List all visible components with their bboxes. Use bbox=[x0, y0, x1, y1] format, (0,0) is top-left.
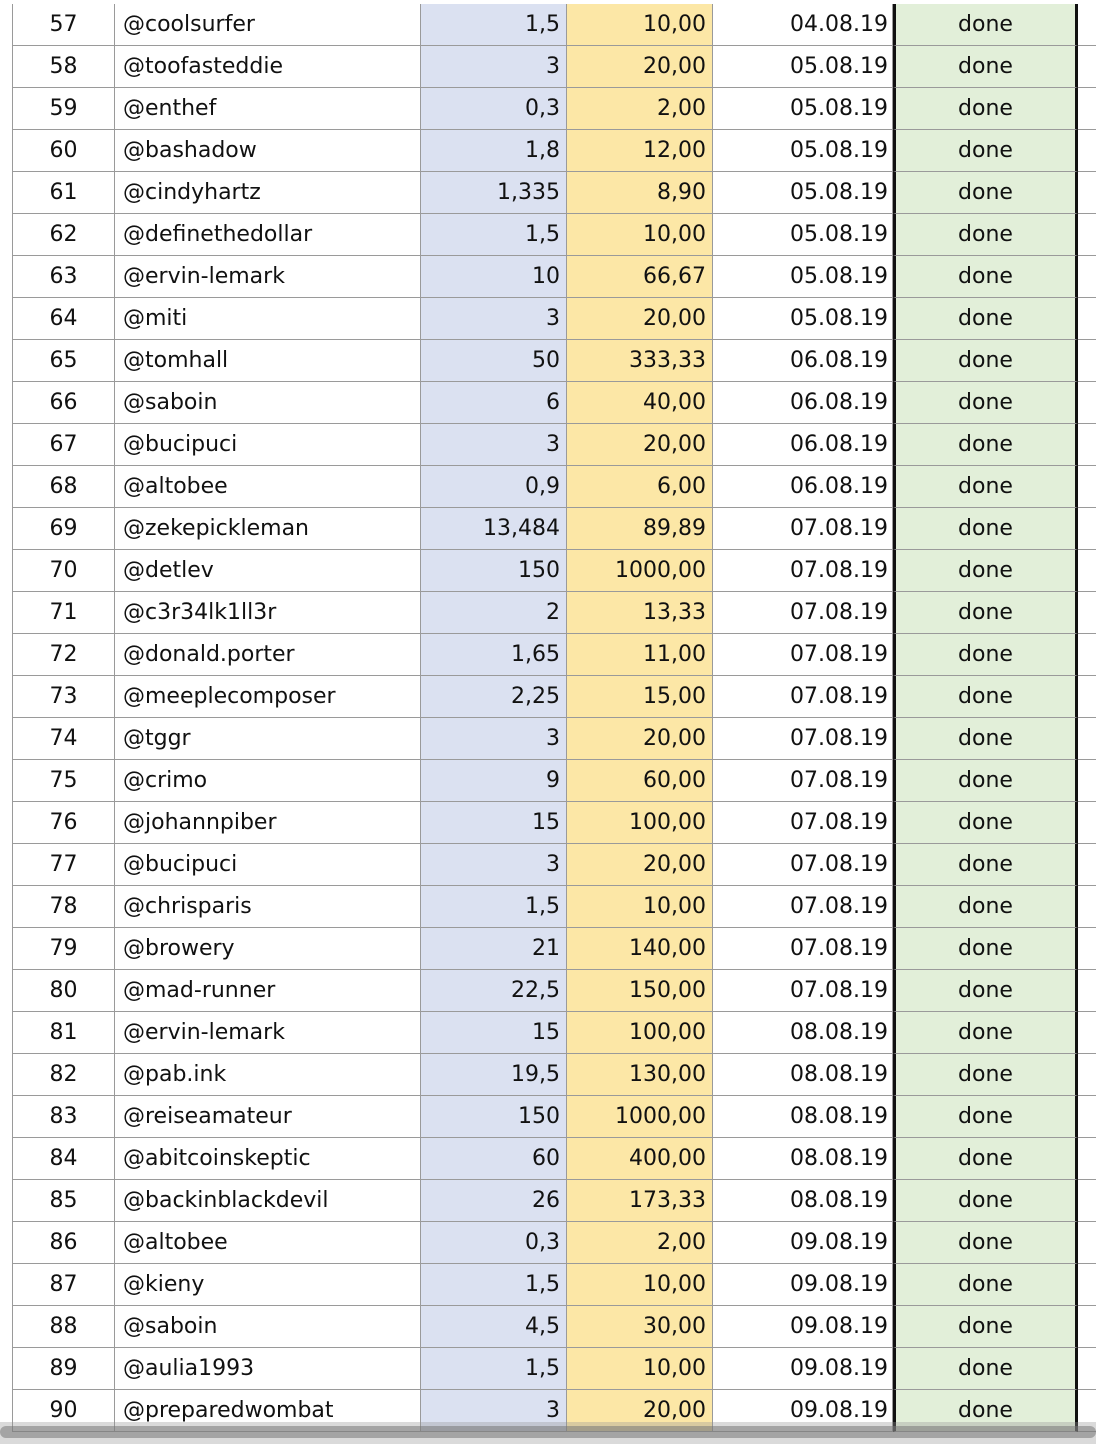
amount-cell[interactable]: 0,9 bbox=[421, 466, 567, 508]
row-number-cell[interactable]: 79 bbox=[12, 928, 115, 970]
table-row bbox=[0, 466, 1096, 508]
username-cell[interactable]: @definethedollar bbox=[115, 214, 421, 256]
row-number-cell[interactable]: 70 bbox=[12, 550, 115, 592]
table-row bbox=[0, 4, 1096, 46]
table-row bbox=[0, 1096, 1096, 1138]
row-number-cell[interactable]: 68 bbox=[12, 466, 115, 508]
amount-cell[interactable]: 1,5 bbox=[421, 4, 567, 46]
empty-cell[interactable] bbox=[1078, 718, 1096, 760]
username-cell[interactable]: @reiseamateur bbox=[115, 1096, 421, 1138]
username-cell[interactable]: @abitcoinskeptic bbox=[115, 1138, 421, 1180]
username-cell[interactable]: @saboin bbox=[115, 1306, 421, 1348]
empty-cell[interactable] bbox=[1078, 592, 1096, 634]
date-cell[interactable]: 06.08.19 bbox=[713, 466, 893, 508]
status-cell[interactable]: done bbox=[893, 1012, 1078, 1054]
empty-cell[interactable] bbox=[1078, 1054, 1096, 1096]
empty-cell[interactable] bbox=[1078, 172, 1096, 214]
status-cell[interactable]: done bbox=[893, 466, 1078, 508]
username-cell[interactable]: @backinblackdevil bbox=[115, 1180, 421, 1222]
table-row bbox=[0, 634, 1096, 676]
status-cell[interactable]: done bbox=[893, 844, 1078, 886]
status-cell[interactable]: done bbox=[893, 718, 1078, 760]
status-cell[interactable]: done bbox=[893, 1096, 1078, 1138]
table-row bbox=[0, 424, 1096, 466]
status-cell[interactable]: done bbox=[893, 970, 1078, 1012]
username-cell[interactable]: @bashadow bbox=[115, 130, 421, 172]
empty-cell[interactable] bbox=[1078, 256, 1096, 298]
value-cell[interactable]: 20,00 bbox=[567, 718, 713, 760]
status-cell[interactable]: done bbox=[893, 1054, 1078, 1096]
username-cell[interactable]: @saboin bbox=[115, 382, 421, 424]
status-cell[interactable]: done bbox=[893, 1348, 1078, 1390]
username-cell[interactable]: @altobee bbox=[115, 1222, 421, 1264]
empty-cell[interactable] bbox=[1078, 214, 1096, 256]
status-cell[interactable]: done bbox=[893, 424, 1078, 466]
username-cell[interactable]: @miti bbox=[115, 298, 421, 340]
amount-cell[interactable]: 21 bbox=[421, 928, 567, 970]
empty-cell[interactable] bbox=[1078, 1012, 1096, 1054]
horizontal-scrollbar[interactable] bbox=[0, 1422, 1096, 1444]
row-number-cell[interactable]: 82 bbox=[12, 1054, 115, 1096]
value-cell[interactable]: 15,00 bbox=[567, 676, 713, 718]
status-cell[interactable]: done bbox=[893, 46, 1078, 88]
value-cell[interactable]: 60,00 bbox=[567, 760, 713, 802]
username-cell[interactable]: @c3r34lk1ll3r bbox=[115, 592, 421, 634]
value-cell[interactable]: 10,00 bbox=[567, 1264, 713, 1306]
empty-cell[interactable] bbox=[1078, 130, 1096, 172]
date-cell[interactable]: 08.08.19 bbox=[713, 1138, 893, 1180]
empty-cell[interactable] bbox=[1078, 1222, 1096, 1264]
table-row bbox=[0, 1264, 1096, 1306]
date-cell[interactable]: 07.08.19 bbox=[713, 676, 893, 718]
status-cell[interactable]: done bbox=[893, 1390, 1078, 1432]
table-row bbox=[0, 970, 1096, 1012]
date-cell[interactable]: 09.08.19 bbox=[713, 1306, 893, 1348]
row-number-cell[interactable]: 63 bbox=[12, 256, 115, 298]
empty-cell[interactable] bbox=[1078, 4, 1096, 46]
value-cell[interactable]: 6,00 bbox=[567, 466, 713, 508]
value-cell[interactable]: 10,00 bbox=[567, 886, 713, 928]
amount-cell[interactable]: 15 bbox=[421, 802, 567, 844]
empty-cell[interactable] bbox=[1078, 1138, 1096, 1180]
amount-cell[interactable]: 1,335 bbox=[421, 172, 567, 214]
row-number-cell[interactable]: 61 bbox=[12, 172, 115, 214]
status-cell[interactable]: done bbox=[893, 1138, 1078, 1180]
status-cell[interactable]: done bbox=[893, 760, 1078, 802]
date-cell[interactable]: 09.08.19 bbox=[713, 1222, 893, 1264]
row-number-cell[interactable]: 88 bbox=[12, 1306, 115, 1348]
empty-cell[interactable] bbox=[1078, 340, 1096, 382]
status-cell[interactable]: done bbox=[893, 172, 1078, 214]
status-cell[interactable]: done bbox=[893, 1264, 1078, 1306]
value-cell[interactable]: 140,00 bbox=[567, 928, 713, 970]
table-row bbox=[0, 886, 1096, 928]
row-number-cell[interactable]: 90 bbox=[12, 1390, 115, 1432]
amount-cell[interactable]: 3 bbox=[421, 844, 567, 886]
empty-cell[interactable] bbox=[1078, 676, 1096, 718]
table-row bbox=[0, 760, 1096, 802]
status-cell[interactable]: done bbox=[893, 298, 1078, 340]
username-cell[interactable]: @toofasteddie bbox=[115, 46, 421, 88]
date-cell[interactable]: 09.08.19 bbox=[713, 1390, 893, 1432]
amount-cell[interactable]: 1,8 bbox=[421, 130, 567, 172]
amount-cell[interactable]: 3 bbox=[421, 424, 567, 466]
row-number-cell[interactable]: 64 bbox=[12, 298, 115, 340]
amount-cell[interactable]: 1,5 bbox=[421, 1348, 567, 1390]
date-cell[interactable]: 08.08.19 bbox=[713, 1096, 893, 1138]
status-cell[interactable]: done bbox=[893, 1306, 1078, 1348]
amount-cell[interactable]: 0,3 bbox=[421, 1222, 567, 1264]
row-number-cell[interactable]: 77 bbox=[12, 844, 115, 886]
row-number-cell[interactable]: 67 bbox=[12, 424, 115, 466]
username-cell[interactable]: @altobee bbox=[115, 466, 421, 508]
username-cell[interactable]: @tomhall bbox=[115, 340, 421, 382]
amount-cell[interactable]: 9 bbox=[421, 760, 567, 802]
date-cell[interactable]: 08.08.19 bbox=[713, 1180, 893, 1222]
empty-cell[interactable] bbox=[1078, 46, 1096, 88]
status-cell[interactable]: done bbox=[893, 550, 1078, 592]
value-cell[interactable]: 20,00 bbox=[567, 1390, 713, 1432]
empty-cell[interactable] bbox=[1078, 1348, 1096, 1390]
date-cell[interactable]: 07.08.19 bbox=[713, 886, 893, 928]
row-number-cell[interactable]: 60 bbox=[12, 130, 115, 172]
row-number-cell[interactable]: 78 bbox=[12, 886, 115, 928]
status-cell[interactable]: done bbox=[893, 382, 1078, 424]
row-number-cell[interactable]: 87 bbox=[12, 1264, 115, 1306]
status-cell[interactable]: done bbox=[893, 802, 1078, 844]
value-cell[interactable]: 100,00 bbox=[567, 1012, 713, 1054]
date-cell[interactable]: 07.08.19 bbox=[713, 508, 893, 550]
empty-cell[interactable] bbox=[1078, 1180, 1096, 1222]
amount-cell[interactable]: 1,5 bbox=[421, 886, 567, 928]
value-cell[interactable]: 11,00 bbox=[567, 634, 713, 676]
username-cell[interactable]: @kieny bbox=[115, 1264, 421, 1306]
status-cell[interactable]: done bbox=[893, 1222, 1078, 1264]
amount-cell[interactable]: 4,5 bbox=[421, 1306, 567, 1348]
date-cell[interactable]: 08.08.19 bbox=[713, 1012, 893, 1054]
username-cell[interactable]: @meeplecomposer bbox=[115, 676, 421, 718]
username-cell[interactable]: @chrisparis bbox=[115, 886, 421, 928]
table-row bbox=[0, 1306, 1096, 1348]
username-cell[interactable]: @preparedwombat bbox=[115, 1390, 421, 1432]
row-number-cell[interactable]: 65 bbox=[12, 340, 115, 382]
value-cell[interactable]: 333,33 bbox=[567, 340, 713, 382]
row-number-cell[interactable]: 57 bbox=[12, 4, 115, 46]
value-cell[interactable]: 173,33 bbox=[567, 1180, 713, 1222]
empty-cell[interactable] bbox=[1078, 1264, 1096, 1306]
table-row bbox=[0, 802, 1096, 844]
table-row bbox=[0, 1222, 1096, 1264]
row-number-cell[interactable]: 89 bbox=[12, 1348, 115, 1390]
date-cell[interactable]: 07.08.19 bbox=[713, 718, 893, 760]
value-cell[interactable]: 2,00 bbox=[567, 1222, 713, 1264]
date-cell[interactable]: 05.08.19 bbox=[713, 256, 893, 298]
value-cell[interactable]: 20,00 bbox=[567, 844, 713, 886]
table-row bbox=[0, 1180, 1096, 1222]
amount-cell[interactable]: 15 bbox=[421, 1012, 567, 1054]
table-row bbox=[0, 928, 1096, 970]
row-number-cell[interactable]: 71 bbox=[12, 592, 115, 634]
amount-cell[interactable]: 1,5 bbox=[421, 1264, 567, 1306]
value-cell[interactable]: 20,00 bbox=[567, 298, 713, 340]
empty-cell[interactable] bbox=[1078, 508, 1096, 550]
status-cell[interactable]: done bbox=[893, 508, 1078, 550]
date-cell[interactable]: 06.08.19 bbox=[713, 424, 893, 466]
status-cell[interactable]: done bbox=[893, 256, 1078, 298]
table-row bbox=[0, 844, 1096, 886]
date-cell[interactable]: 09.08.19 bbox=[713, 1264, 893, 1306]
date-cell[interactable]: 05.08.19 bbox=[713, 88, 893, 130]
value-cell[interactable]: 66,67 bbox=[567, 256, 713, 298]
date-cell[interactable]: 07.08.19 bbox=[713, 928, 893, 970]
amount-cell[interactable]: 150 bbox=[421, 550, 567, 592]
empty-cell[interactable] bbox=[1078, 970, 1096, 1012]
empty-cell[interactable] bbox=[1078, 550, 1096, 592]
empty-cell[interactable] bbox=[1078, 634, 1096, 676]
username-cell[interactable]: @ervin-lemark bbox=[115, 256, 421, 298]
date-cell[interactable]: 07.08.19 bbox=[713, 550, 893, 592]
value-cell[interactable]: 30,00 bbox=[567, 1306, 713, 1348]
table-row bbox=[0, 46, 1096, 88]
date-cell[interactable]: 05.08.19 bbox=[713, 130, 893, 172]
table-row bbox=[0, 592, 1096, 634]
amount-cell[interactable]: 26 bbox=[421, 1180, 567, 1222]
date-cell[interactable]: 09.08.19 bbox=[713, 1348, 893, 1390]
date-cell[interactable]: 05.08.19 bbox=[713, 214, 893, 256]
amount-cell[interactable]: 2,25 bbox=[421, 676, 567, 718]
status-cell[interactable]: done bbox=[893, 88, 1078, 130]
amount-cell[interactable]: 10 bbox=[421, 256, 567, 298]
value-cell[interactable]: 12,00 bbox=[567, 130, 713, 172]
empty-cell[interactable] bbox=[1078, 760, 1096, 802]
amount-cell[interactable]: 150 bbox=[421, 1096, 567, 1138]
username-cell[interactable]: @enthef bbox=[115, 88, 421, 130]
empty-cell[interactable] bbox=[1078, 928, 1096, 970]
amount-cell[interactable]: 1,5 bbox=[421, 214, 567, 256]
amount-cell[interactable]: 6 bbox=[421, 382, 567, 424]
status-cell[interactable]: done bbox=[893, 592, 1078, 634]
value-cell[interactable]: 130,00 bbox=[567, 1054, 713, 1096]
row-number-cell[interactable]: 62 bbox=[12, 214, 115, 256]
date-cell[interactable]: 05.08.19 bbox=[713, 46, 893, 88]
username-cell[interactable]: @coolsurfer bbox=[115, 4, 421, 46]
status-cell[interactable]: done bbox=[893, 1180, 1078, 1222]
date-cell[interactable]: 05.08.19 bbox=[713, 172, 893, 214]
date-cell[interactable]: 06.08.19 bbox=[713, 340, 893, 382]
status-cell[interactable]: done bbox=[893, 214, 1078, 256]
table-row bbox=[0, 718, 1096, 760]
value-cell[interactable]: 10,00 bbox=[567, 1348, 713, 1390]
row-number-cell[interactable]: 86 bbox=[12, 1222, 115, 1264]
username-cell[interactable]: @cindyhartz bbox=[115, 172, 421, 214]
table-row bbox=[0, 88, 1096, 130]
date-cell[interactable]: 07.08.19 bbox=[713, 844, 893, 886]
amount-cell[interactable]: 60 bbox=[421, 1138, 567, 1180]
value-cell[interactable]: 1000,00 bbox=[567, 550, 713, 592]
table-row bbox=[0, 130, 1096, 172]
username-cell[interactable]: @crimo bbox=[115, 760, 421, 802]
empty-cell[interactable] bbox=[1078, 88, 1096, 130]
empty-cell[interactable] bbox=[1078, 466, 1096, 508]
date-cell[interactable]: 07.08.19 bbox=[713, 970, 893, 1012]
value-cell[interactable]: 20,00 bbox=[567, 424, 713, 466]
amount-cell[interactable]: 19,5 bbox=[421, 1054, 567, 1096]
username-cell[interactable]: @bucipuci bbox=[115, 424, 421, 466]
value-cell[interactable]: 100,00 bbox=[567, 802, 713, 844]
amount-cell[interactable]: 3 bbox=[421, 718, 567, 760]
status-cell[interactable]: done bbox=[893, 928, 1078, 970]
row-number-cell[interactable]: 75 bbox=[12, 760, 115, 802]
amount-cell[interactable]: 3 bbox=[421, 298, 567, 340]
amount-cell[interactable]: 0,3 bbox=[421, 88, 567, 130]
row-number-cell[interactable]: 80 bbox=[12, 970, 115, 1012]
table-row bbox=[0, 172, 1096, 214]
date-cell[interactable]: 05.08.19 bbox=[713, 298, 893, 340]
empty-cell[interactable] bbox=[1078, 382, 1096, 424]
row-number-cell[interactable]: 74 bbox=[12, 718, 115, 760]
table-row bbox=[0, 1054, 1096, 1096]
username-cell[interactable]: @donald.porter bbox=[115, 634, 421, 676]
row-number-cell[interactable]: 85 bbox=[12, 1180, 115, 1222]
date-cell[interactable]: 04.08.19 bbox=[713, 4, 893, 46]
status-cell[interactable]: done bbox=[893, 4, 1078, 46]
empty-cell[interactable] bbox=[1078, 298, 1096, 340]
value-cell[interactable]: 10,00 bbox=[567, 214, 713, 256]
status-cell[interactable]: done bbox=[893, 886, 1078, 928]
username-cell[interactable]: @zekepickleman bbox=[115, 508, 421, 550]
username-cell[interactable]: @ervin-lemark bbox=[115, 1012, 421, 1054]
value-cell[interactable]: 13,33 bbox=[567, 592, 713, 634]
value-cell[interactable]: 400,00 bbox=[567, 1138, 713, 1180]
value-cell[interactable]: 10,00 bbox=[567, 4, 713, 46]
table-row bbox=[0, 508, 1096, 550]
row-number-cell[interactable]: 59 bbox=[12, 88, 115, 130]
table-row bbox=[0, 550, 1096, 592]
empty-cell[interactable] bbox=[1078, 844, 1096, 886]
value-cell[interactable]: 20,00 bbox=[567, 46, 713, 88]
empty-cell[interactable] bbox=[1078, 886, 1096, 928]
date-cell[interactable]: 07.08.19 bbox=[713, 802, 893, 844]
username-cell[interactable]: @bucipuci bbox=[115, 844, 421, 886]
value-cell[interactable]: 1000,00 bbox=[567, 1096, 713, 1138]
row-number-cell[interactable]: 81 bbox=[12, 1012, 115, 1054]
username-cell[interactable]: @pab.ink bbox=[115, 1054, 421, 1096]
value-cell[interactable]: 8,90 bbox=[567, 172, 713, 214]
username-cell[interactable]: @browery bbox=[115, 928, 421, 970]
table-row bbox=[0, 214, 1096, 256]
amount-cell[interactable]: 1,65 bbox=[421, 634, 567, 676]
status-cell[interactable]: done bbox=[893, 340, 1078, 382]
amount-cell[interactable]: 2 bbox=[421, 592, 567, 634]
table-row bbox=[0, 256, 1096, 298]
table-row bbox=[0, 298, 1096, 340]
date-cell[interactable]: 08.08.19 bbox=[713, 1054, 893, 1096]
amount-cell[interactable]: 3 bbox=[421, 1390, 567, 1432]
scrollbar-thumb[interactable] bbox=[0, 1426, 1096, 1438]
username-cell[interactable]: @mad-runner bbox=[115, 970, 421, 1012]
username-cell[interactable]: @tggr bbox=[115, 718, 421, 760]
date-cell[interactable]: 07.08.19 bbox=[713, 760, 893, 802]
value-cell[interactable]: 89,89 bbox=[567, 508, 713, 550]
empty-cell[interactable] bbox=[1078, 424, 1096, 466]
row-number-cell[interactable]: 58 bbox=[12, 46, 115, 88]
status-cell[interactable]: done bbox=[893, 676, 1078, 718]
table-row bbox=[0, 382, 1096, 424]
value-cell[interactable]: 2,00 bbox=[567, 88, 713, 130]
row-number-cell[interactable]: 84 bbox=[12, 1138, 115, 1180]
date-cell[interactable]: 07.08.19 bbox=[713, 592, 893, 634]
table-row bbox=[0, 1348, 1096, 1390]
username-cell[interactable]: @aulia1993 bbox=[115, 1348, 421, 1390]
amount-cell[interactable]: 13,484 bbox=[421, 508, 567, 550]
table-row bbox=[0, 676, 1096, 718]
empty-cell[interactable] bbox=[1078, 802, 1096, 844]
empty-cell[interactable] bbox=[1078, 1096, 1096, 1138]
row-number-cell[interactable]: 73 bbox=[12, 676, 115, 718]
status-cell[interactable]: done bbox=[893, 634, 1078, 676]
row-number-cell[interactable]: 66 bbox=[12, 382, 115, 424]
amount-cell[interactable]: 3 bbox=[421, 46, 567, 88]
username-cell[interactable]: @detlev bbox=[115, 550, 421, 592]
username-cell[interactable]: @johannpiber bbox=[115, 802, 421, 844]
row-number-cell[interactable]: 69 bbox=[12, 508, 115, 550]
amount-cell[interactable]: 50 bbox=[421, 340, 567, 382]
row-number-cell[interactable]: 72 bbox=[12, 634, 115, 676]
empty-cell[interactable] bbox=[1078, 1306, 1096, 1348]
row-number-cell[interactable]: 83 bbox=[12, 1096, 115, 1138]
row-number-cell[interactable]: 76 bbox=[12, 802, 115, 844]
table-row bbox=[0, 1138, 1096, 1180]
date-cell[interactable]: 06.08.19 bbox=[713, 382, 893, 424]
status-cell[interactable]: done bbox=[893, 130, 1078, 172]
value-cell[interactable]: 150,00 bbox=[567, 970, 713, 1012]
value-cell[interactable]: 40,00 bbox=[567, 382, 713, 424]
table-row bbox=[0, 340, 1096, 382]
amount-cell[interactable]: 22,5 bbox=[421, 970, 567, 1012]
date-cell[interactable]: 07.08.19 bbox=[713, 634, 893, 676]
table-row bbox=[0, 1012, 1096, 1054]
